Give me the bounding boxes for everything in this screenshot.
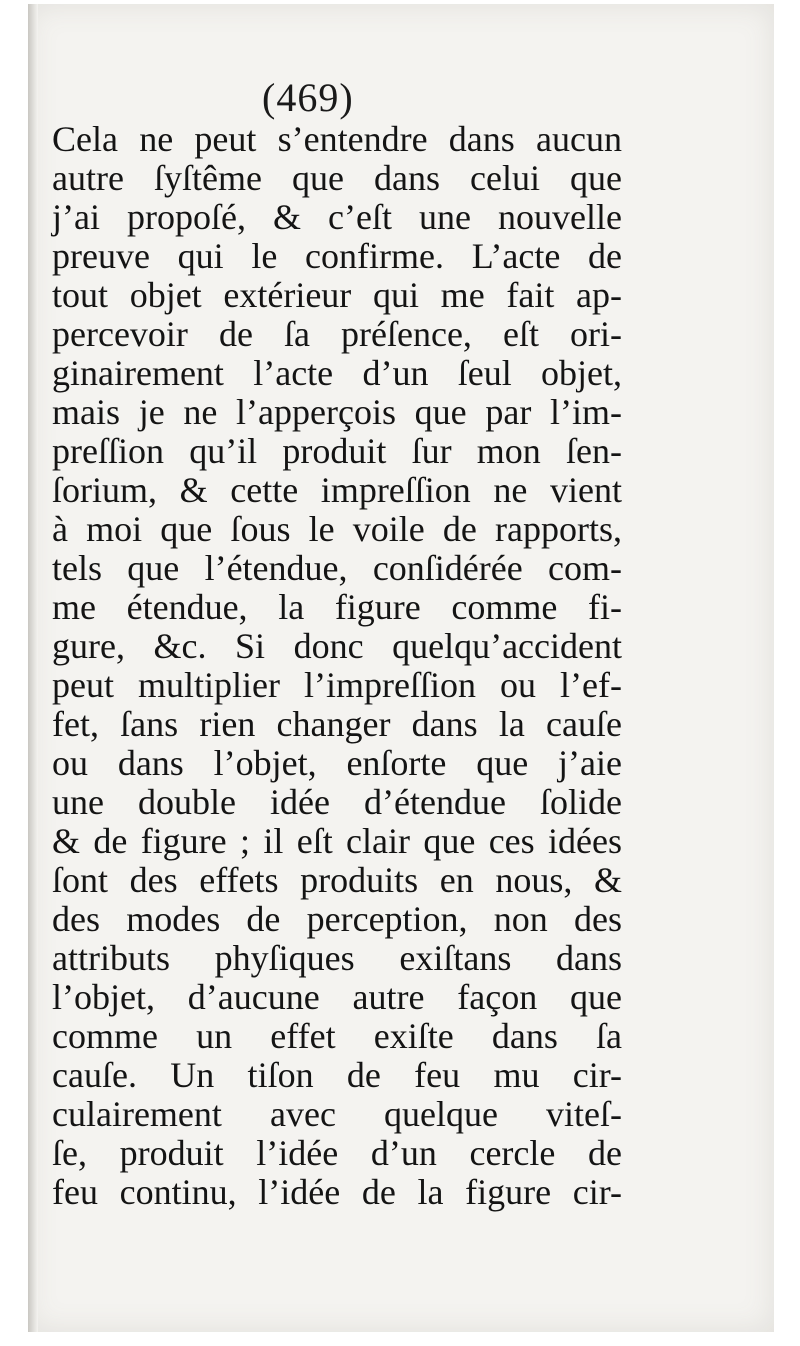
text-line: tout objet extérieur qui me fait ap- xyxy=(52,275,622,315)
text-line: comme un effet exiſte dans ſa xyxy=(52,1016,622,1056)
page-spine-shadow xyxy=(28,4,38,1332)
text-line: me étendue, la figure comme fi- xyxy=(52,587,622,627)
text-line: cauſe. Un tiſon de feu mu cir- xyxy=(52,1055,622,1095)
page-number: (469) xyxy=(262,75,354,120)
text-line: feu continu, l’idée de la figure cir- xyxy=(52,1172,622,1212)
text-line: & de figure ; il eſt clair que ces idées xyxy=(52,821,622,861)
body-text xyxy=(52,120,622,1212)
text-line: fet, ſans rien changer dans la cauſe xyxy=(52,704,622,744)
text-line: Cela ne peut s’entendre dans aucun xyxy=(52,119,622,159)
text-line: ginairement l’acte d’un ſeul objet, xyxy=(52,353,622,393)
text-line: une double idée d’étendue ſolide xyxy=(52,782,622,822)
text-line: attributs phyſiques exiſtans dans xyxy=(52,938,622,978)
text-line: autre ſyſtême que dans celui que xyxy=(52,158,622,198)
text-line: ou dans l’objet, enſorte que j’aie xyxy=(52,743,622,783)
text-line: ſont des effets produits en nous, & xyxy=(52,860,622,900)
text-line: des modes de perception, non des xyxy=(52,899,622,939)
text-line: ſorium, & cette impreſſion ne vient xyxy=(52,470,622,510)
text-line: à moi que ſous le voile de rapports, xyxy=(52,509,622,549)
text-line: tels que l’étendue, conſidérée com- xyxy=(52,548,622,588)
text-line: l’objet, d’aucune autre façon que xyxy=(52,977,622,1017)
text-line: preuve qui le confirme. L’acte de xyxy=(52,236,622,276)
text-line: gure, &c. Si donc quelqu’accident xyxy=(52,626,622,666)
text-line: mais je ne l’apperçois que par l’im- xyxy=(52,392,622,432)
scan-margin-right xyxy=(774,0,800,1346)
scan-margin-bottom xyxy=(0,1332,800,1346)
text-line: peut multiplier l’impreſſion ou l’ef- xyxy=(52,665,622,705)
text-line: preſſion qu’il produit ſur mon ſen- xyxy=(52,431,622,471)
text-line: j’ai propoſé, & c’eſt une nouvelle xyxy=(52,197,622,237)
text-line: percevoir de ſa préſence, eſt ori- xyxy=(52,314,622,354)
text-line: ſe, produit l’idée d’un cercle de xyxy=(52,1133,622,1173)
text-line: culairement avec quelque viteſ- xyxy=(52,1094,622,1134)
